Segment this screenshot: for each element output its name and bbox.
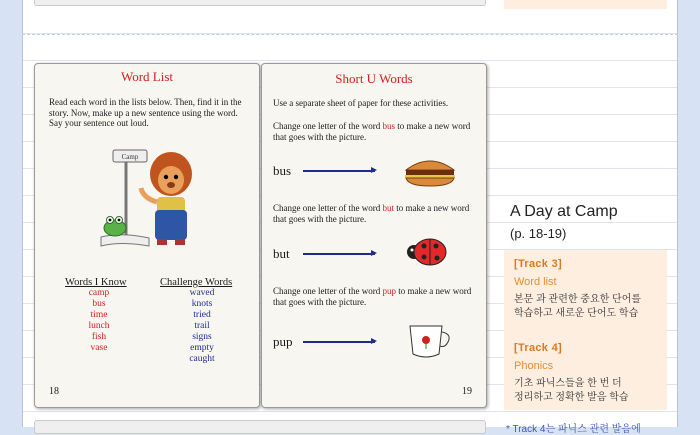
list-item: vase (90, 343, 108, 353)
track-3-name: Word list (514, 276, 557, 288)
list-item: tried (193, 310, 211, 320)
lesson-title: A Day at Camp (510, 203, 618, 220)
previous-section-box (34, 0, 486, 6)
track-4-description-line-1: 기초 파닉스들을 한 번 더 (514, 378, 622, 389)
activity-instruction-1: Change one letter of the word bus to make a new word that goes with the picture. (273, 121, 471, 142)
challenge-words-list (168, 288, 236, 365)
list-item: bus (92, 299, 106, 309)
word-list-title: Word List (120, 69, 174, 84)
book-page-short-u-words (261, 63, 487, 408)
ladybug-icon (402, 234, 452, 270)
list-item: waved (189, 288, 215, 298)
list-item: lunch (88, 321, 110, 331)
previous-note-box (504, 0, 667, 9)
character-illustration (91, 142, 211, 254)
track-4-name: Phonics (514, 360, 554, 372)
activity-word-3: pup (273, 334, 293, 349)
critter-character (141, 152, 192, 245)
activity-instruction-2: Change one letter of the word but to make a new word that goes with the picture. (273, 203, 470, 224)
track-3-description-line-1: 본문 과 관련한 중요한 단어를 (514, 294, 642, 305)
camp-sign-text: Camp (121, 153, 139, 161)
list-item: knots (191, 299, 213, 309)
list-item: trail (194, 321, 210, 331)
list-item: fish (91, 332, 107, 342)
hamburger-icon (402, 154, 458, 190)
list-item: signs (192, 332, 212, 342)
short-u-title: Short U Words (335, 71, 413, 86)
arrow-icon (303, 253, 375, 255)
book-page-word-list (34, 63, 260, 408)
lesson-pages: (p. 18-19) (510, 226, 567, 241)
list-item: camp (88, 288, 110, 298)
word-list-instructions: Read each word in the lists below. Then, find it in the story. Now, make up a new sentence using the word. Say your sentence out loud. (49, 97, 242, 128)
activity-word-1: bus (273, 163, 292, 178)
frog-icon (104, 217, 126, 237)
list-item: empty (190, 343, 214, 353)
bottom-note: * Track 4는 파닉스 관련 발음에 (506, 424, 641, 435)
words-i-know-heading: Words I Know (65, 277, 127, 288)
list-item: caught (189, 354, 215, 364)
track-4-description-line-2: 정리하고 정확한 발음 학습 (514, 392, 629, 403)
challenge-words-heading: Challenge Words (160, 277, 233, 288)
track-3-label[interactable]: [Track 3] (514, 258, 562, 270)
next-section-box (34, 420, 486, 434)
activity-intro: Use a separate sheet of paper for these activities. (273, 98, 449, 108)
page-number: 19 (462, 386, 472, 397)
activity-instruction-3: Change one letter of the word pup to make a new word that goes with the picture. (273, 286, 472, 307)
track-3-description-line-2: 학습하고 새로운 단어도 학습 (514, 308, 639, 319)
section-divider (22, 34, 678, 35)
list-item: time (90, 310, 108, 320)
words-i-know-list (65, 288, 133, 354)
arrow-icon (303, 341, 375, 343)
page-number: 18 (49, 386, 59, 397)
cup-icon (402, 320, 452, 364)
activity-word-2: but (273, 246, 290, 261)
track-4-label[interactable]: [Track 4] (514, 342, 562, 354)
arrow-icon (303, 170, 375, 172)
